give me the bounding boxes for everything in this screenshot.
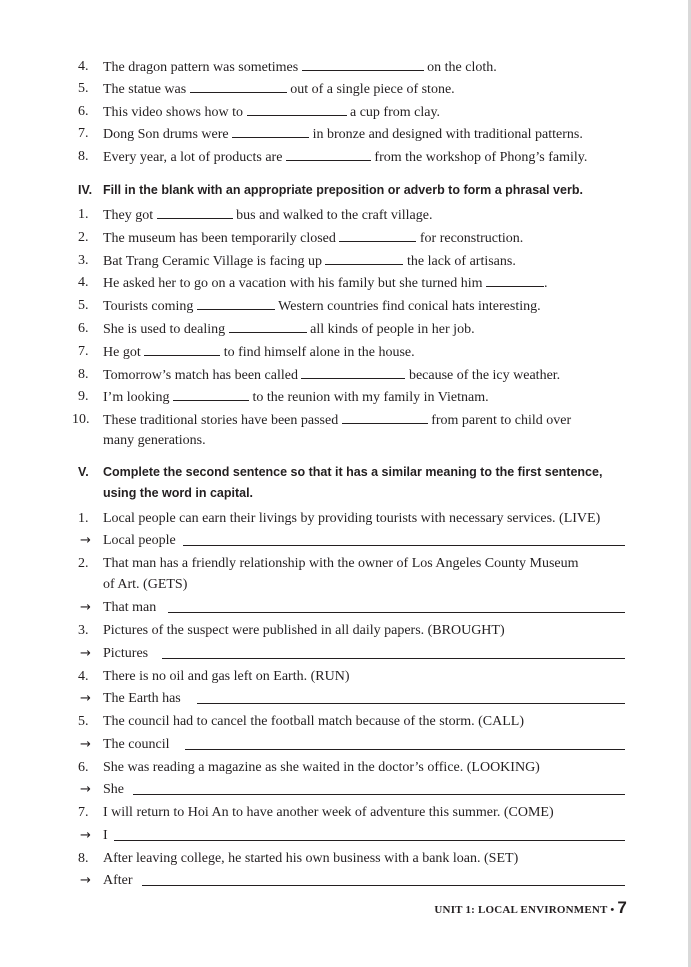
answer-blank[interactable]: [197, 297, 275, 310]
answer-blank[interactable]: [486, 274, 544, 287]
page-footer: [434, 898, 627, 918]
answer-blank[interactable]: [190, 80, 287, 93]
answer-line[interactable]: [162, 658, 625, 659]
answer-blank[interactable]: [247, 103, 347, 116]
arrow-icon: →: [80, 737, 91, 752]
arrow-icon: →: [80, 782, 91, 797]
answer-line[interactable]: [142, 885, 625, 886]
answer-blank[interactable]: [302, 58, 424, 71]
answer-blank[interactable]: [339, 229, 416, 242]
unit-label: UNIT 1: LOCAL ENVIRONMENT •: [434, 904, 615, 916]
answer-blank[interactable]: [286, 148, 371, 161]
arrow-icon: →: [80, 828, 91, 843]
answer-line[interactable]: [168, 612, 625, 613]
arrow-icon: →: [80, 600, 91, 615]
answer-line[interactable]: [133, 794, 625, 795]
arrow-icon: →: [80, 533, 91, 548]
answer-blank[interactable]: [342, 411, 428, 424]
answer-blank[interactable]: [144, 343, 220, 356]
answer-blank[interactable]: [157, 206, 233, 219]
answer-blank[interactable]: [301, 366, 405, 379]
answer-line[interactable]: [197, 703, 625, 704]
page-number: 7: [617, 898, 627, 917]
arrow-icon: →: [80, 646, 91, 661]
answer-blank[interactable]: [325, 252, 403, 265]
answer-blank[interactable]: [173, 388, 249, 401]
arrow-icon: →: [80, 873, 91, 888]
answer-line[interactable]: [185, 749, 625, 750]
answer-blank[interactable]: [232, 125, 309, 138]
answer-line[interactable]: [114, 840, 625, 841]
answer-line[interactable]: [183, 545, 625, 546]
arrow-icon: →: [80, 691, 91, 706]
answer-blank[interactable]: [229, 320, 307, 333]
